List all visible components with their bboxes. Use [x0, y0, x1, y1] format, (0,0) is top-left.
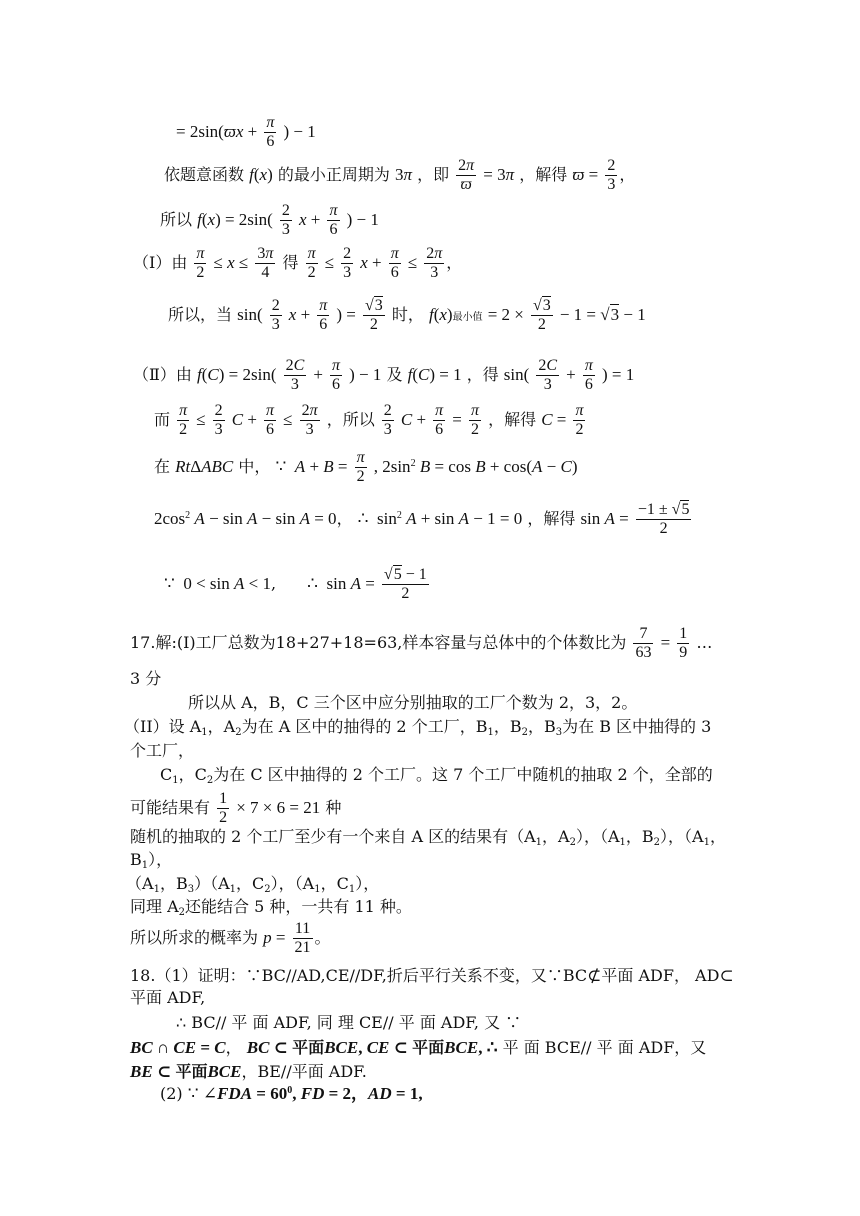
text: 在 — [154, 457, 171, 476]
text: 得 — [282, 253, 299, 272]
text: 18.（1）证明：∵BC//AD,CE//DF,折后平行关系不变，又∵BC — [130, 966, 588, 985]
text: 所以从 A，B，C 三个区中应分别抽取的工厂个数为 2，3，2。 — [188, 693, 638, 712]
text: ，所以 — [326, 410, 375, 429]
text: ）， — [355, 874, 380, 893]
text: ，B — [527, 717, 556, 736]
text: ，A — [542, 827, 570, 846]
fraction: $\frac{\pi}{2}$ — [307, 245, 316, 281]
text: （Ⅰ）由 — [133, 253, 188, 272]
text: 3 分 — [130, 669, 162, 688]
fraction: $\frac{1}{2}$ — [219, 790, 228, 826]
text: 依题意函数 — [164, 165, 245, 184]
text: B — [130, 850, 142, 869]
p18-line-4: BC ∩ CE = C， BC ⊂ 平面BCE, CE ⊂ 平面BCE, ∴ 平 面 BCE// 平 面 ADF，又 — [130, 1038, 707, 1057]
fraction: $\frac{3\pi}{4}$ — [257, 245, 274, 281]
fraction: $\frac{\pi}{6}$ — [266, 402, 275, 438]
text: ∴ BC// 平 面 ADF, 同 理 CE// 平 面 ADF, 又 ∵ — [176, 1013, 522, 1032]
fraction: $\frac{√3}{2}$ — [532, 297, 551, 333]
fraction: $\frac{\pi}{6}$ — [266, 114, 275, 150]
text: ，C — [178, 765, 207, 784]
text-line-sinA: ∵ 0 < sin A < 1, ∴ sin A = $\frac{√5 - 1}{2}$ — [164, 566, 427, 602]
formula-line-1: = 2sin(ϖx + $\frac{\pi}{6}$ ) − 1 — [176, 114, 316, 150]
fraction: $\frac{\pi}{6}$ — [329, 202, 338, 238]
text: ，BE//平面 ADF. — [241, 1062, 367, 1081]
text: 。 — [314, 928, 331, 947]
p18-line-3 — [176, 1015, 521, 1031]
text: 所以所求的概率为 — [130, 928, 259, 947]
text: ，C — [236, 874, 265, 893]
text: C — [160, 765, 173, 784]
text: 种 — [325, 798, 342, 817]
text: 同理 A — [130, 897, 179, 916]
text: ，解得 — [519, 165, 568, 184]
text-line-solve-c: 而 $\frac{\pi}{2}$ ≤ $\frac{2}{3}$ C + $\frac{\pi}{6}$ ≤ $\frac{2\pi}{3}$ ，所以 $\frac{2}{3}$ C + $\frac{\pi}{6}$ = $\frac{\pi}{2}$ ，解得 C = $\frac{\pi}{2}$ — [154, 402, 584, 438]
fraction: $\frac{\pi}{2}$ — [356, 449, 365, 485]
text: 平面 — [412, 1038, 445, 1057]
fraction: $\frac{-1 \pm √5}{2}$ — [637, 501, 690, 537]
text: ），（A — [660, 827, 704, 846]
text: ，得 — [466, 365, 499, 384]
text: 最小值 — [452, 312, 483, 323]
text-line-triangle: 在 RtΔABC 中， ∵ A + B = $\frac{\pi}{2}$ , $2\sin^2$ B = cos B + cos(A − C) — [154, 449, 578, 485]
text: 及 — [386, 365, 403, 384]
text-line-quadratic: $2\cos^2$ A − sin A − sin A = 0， ∴ $\sin^2 A + \sin A - 1 = 0$ ，解得 sin A = $\frac{-1 \pm √5}{2}$ — [154, 501, 690, 537]
fraction: $\frac{√5 - 1}{2}$ — [383, 566, 427, 602]
text: 而 — [154, 410, 171, 429]
text: 平面 — [175, 1062, 208, 1081]
text-line-part-1: （Ⅰ）由 $\frac{\pi}{2}$ ≤ x ≤ $\frac{3\pi}{4}$ 得 $\frac{\pi}{2}$ ≤ $\frac{2}{3}$ x + $\frac{\pi}{6}$ ≤ $\frac{2\pi}{3}$ ， — [133, 245, 463, 281]
text: ，C — [320, 874, 349, 893]
text: 平面 ADF， AD — [601, 966, 720, 985]
p17-line-4: （II）设 $A_1$，$A_2$为在 A 区中的抽得的 2 个工厂，$B_1$，$B_2$，$B_3$为在 B 区中抽得的 3 — [124, 717, 712, 738]
p18-line-5: BE ⊂ 平面BCE，BE//平面 ADF. — [130, 1062, 367, 1081]
text-line-part-2: （Ⅱ）由 f(C) = 2sin( $\frac{2C}{3}$ + $\frac{\pi}{6}$ ) − 1 及 f(C) = 1 ，得 sin( $\frac{2C}{3}$ + $\frac{\pi}{6}$ ) = 1 — [133, 357, 635, 393]
text: 所以，当 — [168, 305, 233, 324]
fraction: $\frac{7}{63}$ — [635, 625, 652, 661]
p17-line-11: 同理 $A_2$还能结合 5 种，一共有 11 种。 — [130, 897, 412, 918]
text: ）（A — [194, 874, 230, 893]
text: 17.解:(I)工厂总数为18+27+18=63,样本容量与总体中的个体数比为 — [130, 633, 627, 652]
text: ，B — [159, 874, 188, 893]
fraction: $\frac{1}{9}$ — [679, 625, 688, 661]
text: ，A — [207, 717, 236, 736]
p17-line-7: 可能结果有 $\frac{1}{2}$ × 7 × 6 = 21 种 — [130, 790, 342, 826]
text: 所以 — [160, 210, 193, 229]
p17-line-3 — [188, 695, 637, 711]
text: ，解得 — [527, 509, 576, 528]
p17-line-12: 所以所求的概率为 p = $\frac{11}{21}$ 。 — [130, 920, 331, 956]
p18-line-6: (2) ∵ ∠FDA = $60^0$, FD = 2，AD = 1, — [160, 1084, 423, 1103]
text: 平面 — [292, 1038, 325, 1057]
text-line-period: 依题意函数 f(x) 的最小正周期为 3π ，即 $\frac{2\pi}{ϖ}$ = 3π ，解得 ϖ = $\frac{2}{3}$ ， — [164, 157, 636, 193]
text-line-min: 所以，当 sin( $\frac{2}{3}$ x + $\frac{\pi}{6}$ ) = $\frac{√3}{2}$ 时， f(x)最小值 = 2 × $\frac{√3}{2}$ − 1 = √3 − 1 — [168, 297, 646, 333]
p17-line-9: $B_1$）， — [130, 850, 173, 871]
p17-line-10: （$A_1$，$B_3)(A_1$，$C_2$），（$A_1$，$C_1$）， — [126, 874, 380, 895]
fraction: $\frac{\pi}{2}$ — [470, 402, 479, 438]
p17-line-6: $C_1$，$C_2$为在 C 区中抽得的 2 个工厂。这 7 个工厂中随机的抽取 2 个，全部的 — [160, 765, 713, 786]
text: ），（A — [575, 827, 620, 846]
p17-line-8: 随机的抽取的 2 个工厂至少有一个来自 A 区的结果有（$A_1$，$A_2$），（$A_1$，$B_2$），（$A_1$， — [130, 827, 726, 848]
text: 时， — [391, 305, 424, 324]
fraction: $\frac{\pi}{2}$ — [575, 402, 584, 438]
text: 平面 ADF, — [130, 988, 206, 1007]
text: 可能结果有 — [130, 798, 211, 817]
text: ，即 — [417, 165, 450, 184]
text: ， — [709, 827, 726, 846]
fraction: $\frac{2\pi}{3}$ — [301, 402, 318, 438]
text: 还能结合 5 种，一共有 11 种。 — [185, 897, 412, 916]
fraction: $\frac{√3}{2}$ — [364, 297, 383, 333]
text: 为在 C 区中抽得的 2 个工厂。这 7 个工厂中随机的抽取 2 个，全部的 — [213, 765, 713, 784]
text: ，B — [625, 827, 654, 846]
fraction: $\frac{\pi}{6}$ — [319, 297, 328, 333]
text: … — [696, 633, 713, 652]
text: 为在 B 区中抽得的 3 — [562, 717, 712, 736]
fraction: $\frac{2}{3}$ — [214, 402, 223, 438]
p17-line-1: 17.解:(I)工厂总数为18+27+18=63,样本容量与总体中的个体数比为 $\frac{7}{63}$ = $\frac{1}{9}$ … — [130, 625, 713, 661]
fraction: $\frac{\pi}{6}$ — [435, 402, 444, 438]
fraction: $\frac{2}{3}$ — [383, 402, 392, 438]
fraction: $\frac{\pi}{6}$ — [584, 357, 593, 393]
p18-line-1: 18.（1）证明：∵BC//AD,CE//DF,折后平行关系不变，又∵BC⊄平面 ADF， AD⊂ — [130, 966, 734, 985]
text: 的最小正周期为 — [277, 165, 390, 184]
text: （A — [126, 874, 154, 893]
text: （II）设 A — [124, 717, 202, 736]
fraction: $\frac{2C}{3}$ — [285, 357, 305, 393]
text: ，B — [493, 717, 522, 736]
fraction: $\frac{2}{3}$ — [271, 297, 280, 333]
p18-line-2 — [130, 990, 205, 1006]
text: 为在 A 区中的抽得的 2 个工厂，B — [241, 717, 488, 736]
fraction: $\frac{11}{21}$ — [294, 920, 311, 956]
text: 随机的抽取的 2 个工厂至少有一个来自 A 区的结果有（A — [130, 827, 536, 846]
fraction: $\frac{2}{3}$ — [281, 202, 290, 238]
text: 平 面 BCE// 平 面 ADF，又 — [502, 1038, 707, 1057]
fraction: $\frac{\pi}{6}$ — [390, 245, 399, 281]
fraction: $\frac{\pi}{2}$ — [179, 402, 188, 438]
fraction: $\frac{2}{3}$ — [607, 157, 616, 193]
p17-line-5 — [130, 743, 194, 759]
fraction: $\frac{2\pi}{3}$ — [426, 245, 443, 281]
text: ，解得 — [488, 410, 537, 429]
fraction: $\frac{2\pi}{ϖ}$ — [458, 157, 475, 193]
text: （Ⅱ）由 — [133, 365, 192, 384]
text: (2) — [160, 1084, 183, 1103]
fraction: $\frac{\pi}{6}$ — [332, 357, 341, 393]
text: ）， — [148, 850, 173, 869]
text-line-fx: 所以 f(x) = 2sin( $\frac{2}{3}$ x + $\frac{\pi}{6}$ ) − 1 — [160, 202, 379, 238]
text: 个工厂， — [130, 741, 195, 760]
text: 中， — [238, 457, 271, 476]
fraction: $\frac{2}{3}$ — [343, 245, 352, 281]
fraction: $\frac{\pi}{2}$ — [196, 245, 205, 281]
fraction: $\frac{2C}{3}$ — [538, 357, 558, 393]
p17-line-2 — [130, 671, 161, 687]
text: ），（A — [270, 874, 315, 893]
